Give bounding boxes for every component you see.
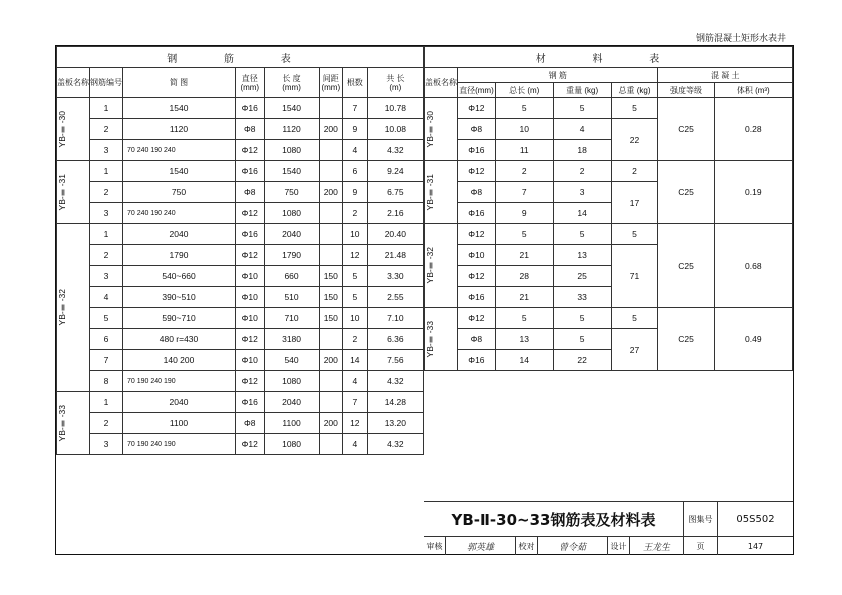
table-row [57, 161, 424, 182]
table-row [57, 182, 424, 203]
cell-spacing: 150 [319, 266, 342, 287]
material-table [424, 46, 793, 371]
cell-dia: Φ16 [236, 392, 265, 413]
cell-total-weight: 27 [611, 329, 658, 371]
check-label: 校对 [516, 537, 538, 555]
cell-total: 20.40 [367, 224, 423, 245]
cell-count: 9 [342, 119, 367, 140]
cell-dia: Φ16 [458, 287, 496, 308]
bar-sketch: 480 r=430 [123, 329, 236, 350]
cell-len: 1080 [264, 203, 319, 224]
cell-len: 1080 [264, 371, 319, 392]
cell-spacing [319, 329, 342, 350]
bar-sketch: 70 190 240 190 [123, 434, 236, 455]
cell-dia: Φ10 [236, 350, 265, 371]
bar-number: 3 [90, 140, 123, 161]
cell-total-weight: 5 [611, 224, 658, 245]
cell-total: 6.36 [367, 329, 423, 350]
reviewer-name: 郭英雄 [446, 537, 516, 555]
title-row [425, 47, 793, 68]
cell-dia: Φ12 [236, 203, 265, 224]
bar-sketch: 1100 [123, 413, 236, 434]
bar-number: 1 [90, 224, 123, 245]
col-header-total_len: 总长 (m) [495, 83, 553, 98]
concrete-grade: C25 [658, 308, 714, 371]
cell-dia: Φ16 [236, 98, 265, 119]
table-row [57, 119, 424, 140]
cell-count: 5 [342, 287, 367, 308]
cell-len: 1790 [264, 245, 319, 266]
checker-name: 曾令茹 [538, 537, 608, 555]
cell-total: 10.78 [367, 98, 423, 119]
cell-dia: Φ12 [236, 245, 265, 266]
cell-len: 510 [264, 287, 319, 308]
cell-dia: Φ12 [458, 308, 496, 329]
table-row [57, 329, 424, 350]
cell-count: 7 [342, 392, 367, 413]
review-label: 审核 [424, 537, 446, 555]
bar-sketch: 750 [123, 182, 236, 203]
cell-len: 1540 [264, 161, 319, 182]
cell-total-len: 9 [495, 203, 553, 224]
bar-sketch: 70 190 240 190 [123, 371, 236, 392]
col-header-len: 长 度 (mm) [264, 68, 319, 98]
table-row [57, 287, 424, 308]
cell-spacing [319, 245, 342, 266]
cell-len: 3180 [264, 329, 319, 350]
cell-weight: 18 [553, 140, 611, 161]
bar-sketch: 540~660 [123, 266, 236, 287]
bar-number: 3 [90, 434, 123, 455]
cell-len: 1120 [264, 119, 319, 140]
cell-spacing [319, 203, 342, 224]
cell-count: 10 [342, 308, 367, 329]
header-row [57, 68, 424, 98]
cell-count: 4 [342, 371, 367, 392]
table-row [57, 203, 424, 224]
cell-count: 9 [342, 182, 367, 203]
bar-sketch: 590~710 [123, 308, 236, 329]
cell-total-len: 5 [495, 224, 553, 245]
drawing-frame [55, 45, 794, 555]
cell-weight: 13 [553, 245, 611, 266]
col-header-bar_no: 钢筋编号 [90, 68, 123, 98]
cell-dia: Φ8 [458, 182, 496, 203]
drawing-title: YB-Ⅱ-30~33钢筋表及材料表 [424, 502, 684, 537]
cell-dia: Φ16 [458, 140, 496, 161]
table-row [57, 350, 424, 371]
concrete-grade: C25 [658, 224, 714, 308]
cell-total: 2.16 [367, 203, 423, 224]
cell-total-len: 10 [495, 119, 553, 140]
cell-total: 21.48 [367, 245, 423, 266]
cell-spacing: 150 [319, 308, 342, 329]
cell-dia: Φ16 [458, 350, 496, 371]
cell-spacing [319, 161, 342, 182]
table-row [57, 413, 424, 434]
cell-total: 13.20 [367, 413, 423, 434]
panel-name: YB-Ⅱ-31 [425, 161, 458, 224]
panel-name: YB-Ⅱ-33 [57, 392, 90, 455]
cell-total-len: 5 [495, 98, 553, 119]
cell-dia: Φ8 [458, 119, 496, 140]
cell-weight: 5 [553, 98, 611, 119]
cell-spacing [319, 392, 342, 413]
cell-dia: Φ8 [458, 329, 496, 350]
cell-dia: Φ8 [236, 413, 265, 434]
cell-total-len: 21 [495, 245, 553, 266]
cell-spacing [319, 224, 342, 245]
cell-count: 10 [342, 224, 367, 245]
atlas-number: 05S502 [718, 502, 793, 537]
table-row [57, 434, 424, 455]
cell-count: 4 [342, 140, 367, 161]
page-number: 147 [747, 541, 764, 551]
cell-dia: Φ10 [236, 308, 265, 329]
cell-dia: Φ12 [458, 98, 496, 119]
cell-total-len: 7 [495, 182, 553, 203]
cell-weight: 2 [553, 161, 611, 182]
cell-spacing [319, 434, 342, 455]
bar-number: 4 [90, 287, 123, 308]
cell-total-weight: 71 [611, 245, 658, 308]
cell-total-weight: 5 [611, 308, 658, 329]
cell-weight: 25 [553, 266, 611, 287]
cell-count: 5 [342, 266, 367, 287]
title-block [424, 501, 793, 554]
cell-spacing: 200 [319, 119, 342, 140]
cell-total-len: 21 [495, 287, 553, 308]
col-header-volume: 体积 (m³) [714, 83, 792, 98]
cell-total-len: 28 [495, 266, 553, 287]
panel-name: YB-Ⅱ-33 [425, 308, 458, 371]
header-row [425, 83, 793, 98]
cell-len: 2040 [264, 224, 319, 245]
bar-number: 3 [90, 266, 123, 287]
cell-weight: 22 [553, 350, 611, 371]
cell-len: 1540 [264, 98, 319, 119]
cell-dia: Φ12 [236, 329, 265, 350]
cell-dia: Φ10 [458, 245, 496, 266]
designer-name: 王龙生 [630, 537, 684, 555]
concrete-grade: C25 [658, 98, 714, 161]
bar-number: 8 [90, 371, 123, 392]
panel-name: YB-Ⅱ-32 [425, 224, 458, 308]
cell-spacing: 200 [319, 350, 342, 371]
col-header-total_weight: 总重 (kg) [611, 83, 658, 98]
cell-weight: 3 [553, 182, 611, 203]
concrete-volume: 0.49 [714, 308, 792, 371]
cell-len: 1080 [264, 140, 319, 161]
col-header-total: 共 长 (m) [367, 68, 423, 98]
cell-weight: 33 [553, 287, 611, 308]
bar-number: 2 [90, 182, 123, 203]
table-row [57, 392, 424, 413]
cell-dia: Φ12 [236, 371, 265, 392]
bar-number: 1 [90, 392, 123, 413]
cell-total-len: 2 [495, 161, 553, 182]
cell-total: 4.32 [367, 140, 423, 161]
cell-len: 710 [264, 308, 319, 329]
cell-count: 12 [342, 413, 367, 434]
rebar-table [56, 46, 424, 455]
signature-row [424, 537, 793, 555]
col-header-panel: 盖板名称 [57, 68, 90, 98]
cell-count: 2 [342, 203, 367, 224]
panel-name: YB-Ⅱ-30 [57, 98, 90, 161]
cell-total: 7.10 [367, 308, 423, 329]
bar-sketch: 1540 [123, 98, 236, 119]
cell-total-weight: 2 [611, 161, 658, 182]
cell-weight: 5 [553, 224, 611, 245]
bar-number: 2 [90, 245, 123, 266]
bar-number: 1 [90, 98, 123, 119]
cell-count: 12 [342, 245, 367, 266]
cell-total: 2.55 [367, 287, 423, 308]
bar-sketch: 140 200 [123, 350, 236, 371]
bar-number: 7 [90, 350, 123, 371]
cell-total-weight: 22 [611, 119, 658, 161]
bar-sketch: 1790 [123, 245, 236, 266]
cell-total-weight: 17 [611, 182, 658, 224]
cell-total: 9.24 [367, 161, 423, 182]
col-header-count: 根数 [342, 68, 367, 98]
table-row [425, 98, 793, 119]
bar-sketch: 1120 [123, 119, 236, 140]
col-header-weight: 重量 (kg) [553, 83, 611, 98]
cell-total-len: 5 [495, 308, 553, 329]
cell-count: 2 [342, 329, 367, 350]
cell-len: 1100 [264, 413, 319, 434]
col-header-sketch: 简 图 [123, 68, 236, 98]
cell-dia: Φ12 [236, 140, 265, 161]
bar-number: 5 [90, 308, 123, 329]
col-header-dia: 直径(mm) [458, 83, 496, 98]
col-header-dia: 直径 (mm) [236, 68, 265, 98]
cell-total: 6.75 [367, 182, 423, 203]
bar-number: 1 [90, 161, 123, 182]
bar-sketch: 70 240 190 240 [123, 203, 236, 224]
cell-total-len: 11 [495, 140, 553, 161]
col-header-rebar: 钢 筋 [458, 68, 658, 83]
cell-dia: Φ10 [236, 287, 265, 308]
cell-total: 4.32 [367, 371, 423, 392]
cell-dia: Φ12 [458, 161, 496, 182]
cell-total: 10.08 [367, 119, 423, 140]
bar-sketch: 2040 [123, 224, 236, 245]
col-header-spacing: 间距 (mm) [319, 68, 342, 98]
cell-total: 7.56 [367, 350, 423, 371]
table-row [57, 140, 424, 161]
bar-sketch: 2040 [123, 392, 236, 413]
cell-total-weight: 5 [611, 98, 658, 119]
bar-sketch: 1540 [123, 161, 236, 182]
panel-name: YB-Ⅱ-31 [57, 161, 90, 224]
cell-len: 1080 [264, 434, 319, 455]
panel-name: YB-Ⅱ-30 [425, 98, 458, 161]
cell-dia: Φ16 [458, 203, 496, 224]
cell-count: 6 [342, 161, 367, 182]
cell-dia: Φ12 [458, 224, 496, 245]
table-row [425, 224, 793, 245]
cell-count: 14 [342, 350, 367, 371]
material-table-title: 材 料 表 [425, 47, 793, 68]
cell-dia: Φ12 [236, 434, 265, 455]
cell-len: 2040 [264, 392, 319, 413]
cell-spacing: 200 [319, 182, 342, 203]
cell-total-len: 13 [495, 329, 553, 350]
cell-count: 7 [342, 98, 367, 119]
design-label: 设计 [608, 537, 630, 555]
title-row [57, 47, 424, 68]
cell-spacing: 200 [319, 413, 342, 434]
bar-number: 6 [90, 329, 123, 350]
cell-dia: Φ8 [236, 119, 265, 140]
header-row [425, 68, 793, 83]
cell-total: 3.30 [367, 266, 423, 287]
cell-spacing [319, 371, 342, 392]
table-row [57, 224, 424, 245]
cell-spacing [319, 98, 342, 119]
bar-number: 2 [90, 413, 123, 434]
bar-number: 2 [90, 119, 123, 140]
table-row [57, 308, 424, 329]
rebar-table-title: 钢 筋 表 [57, 47, 424, 68]
concrete-volume: 0.68 [714, 224, 792, 308]
cell-total-len: 14 [495, 350, 553, 371]
cell-dia: Φ16 [236, 161, 265, 182]
concrete-grade: C25 [658, 161, 714, 224]
cell-len: 750 [264, 182, 319, 203]
bar-sketch: 70 240 190 240 [123, 140, 236, 161]
table-row [57, 245, 424, 266]
col-header-concrete: 混 凝 土 [658, 68, 793, 83]
cell-len: 660 [264, 266, 319, 287]
table-row [57, 371, 424, 392]
cell-len: 540 [264, 350, 319, 371]
cell-dia: Φ12 [458, 266, 496, 287]
atlas-label: 图集号 [684, 502, 718, 537]
drawing-set-title: 钢筋混凝土矩形水表井 [696, 34, 787, 44]
panel-name: YB-Ⅱ-32 [57, 224, 90, 392]
concrete-volume: 0.19 [714, 161, 792, 224]
cell-dia: Φ10 [236, 266, 265, 287]
cell-dia: Φ8 [236, 182, 265, 203]
cell-weight: 4 [553, 119, 611, 140]
table-row [57, 266, 424, 287]
cell-total: 4.32 [367, 434, 423, 455]
cell-weight: 5 [553, 329, 611, 350]
cell-spacing: 150 [319, 287, 342, 308]
table-row [425, 161, 793, 182]
page-label: 页 [684, 537, 718, 555]
cell-dia: Φ16 [236, 224, 265, 245]
concrete-volume: 0.28 [714, 98, 792, 161]
cell-spacing [319, 140, 342, 161]
col-header-panel: 盖板名称 [425, 68, 458, 98]
cell-total: 14.28 [367, 392, 423, 413]
bar-sketch: 390~510 [123, 287, 236, 308]
bar-number: 3 [90, 203, 123, 224]
table-row [57, 98, 424, 119]
table-row [425, 308, 793, 329]
cell-weight: 14 [553, 203, 611, 224]
cell-count: 4 [342, 434, 367, 455]
col-header-grade: 强度等级 [658, 83, 714, 98]
cell-weight: 5 [553, 308, 611, 329]
